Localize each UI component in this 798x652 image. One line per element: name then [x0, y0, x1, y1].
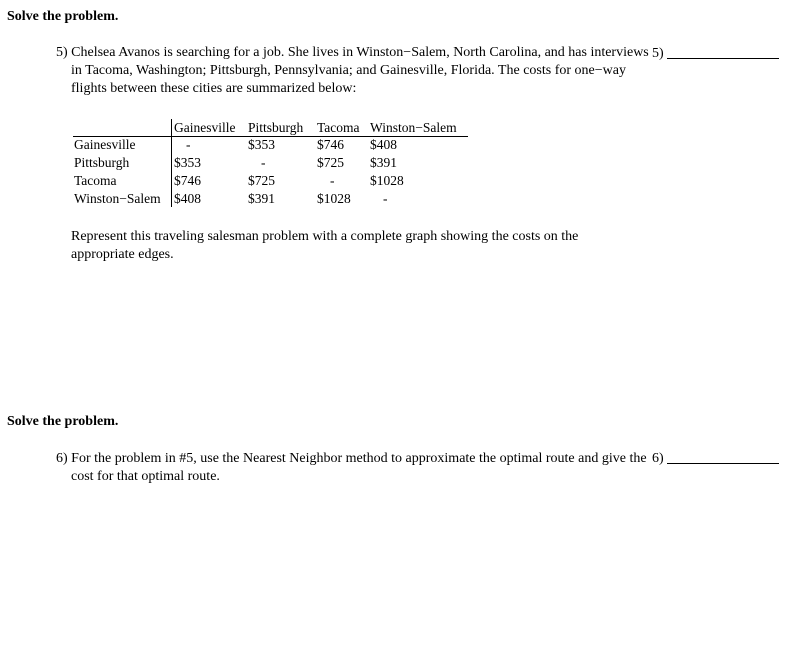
problem-6-answer-label: 6) — [652, 451, 664, 466]
row-label: Tacoma — [74, 173, 117, 188]
table-cell: $391 — [370, 155, 397, 170]
problem-5-text: 5) Chelsea Avanos is searching for a job. She lives in Winston−Salem, North Carolina, and has interviews in Tacoma, Washington; Pittsburgh, Pennsylvania; and Gainesville, Florida. The costs for one−way flights between these cities are summarized below: — [56, 45, 649, 96]
problem-5-question: Represent this traveling salesman problem with a complete graph showing the costs on the appropriate edges. — [71, 229, 579, 262]
problem-5-answer-line[interactable] — [667, 58, 779, 59]
table-cell: $725 — [248, 173, 275, 188]
column-header: Pittsburgh — [248, 120, 304, 135]
row-label: Winston−Salem — [74, 191, 161, 206]
problem-5-answer-slot — [652, 45, 664, 63]
problem-6-answer-slot — [652, 450, 664, 468]
table-cell: $353 — [174, 155, 201, 170]
section-heading-1: Solve the problem. — [7, 9, 119, 24]
table-cell: $746 — [174, 173, 201, 188]
row-label: Pittsburgh — [74, 155, 130, 170]
table-cell: - — [261, 155, 266, 170]
problem-5-answer-label: 5) — [652, 46, 664, 61]
table-cell: $408 — [174, 191, 201, 206]
table-cell: $353 — [248, 137, 275, 152]
table-cell: $1028 — [317, 191, 351, 206]
table-cell: - — [186, 137, 191, 152]
column-header: Winston−Salem — [370, 120, 457, 135]
problem-6-text: 6) For the problem in #5, use the Nearest Neighbor method to approximate the optimal route and give the cost for that optimal route. — [56, 451, 647, 484]
table-cell: $391 — [248, 191, 275, 206]
table-cell: $1028 — [370, 173, 404, 188]
column-header: Gainesville — [174, 120, 236, 135]
column-header: Tacoma — [317, 120, 360, 135]
row-label: Gainesville — [74, 137, 136, 152]
table-vertical-rule — [171, 119, 172, 207]
table-cell: $746 — [317, 137, 344, 152]
problem-6-answer-line[interactable] — [667, 463, 779, 464]
table-cell: $725 — [317, 155, 344, 170]
table-cell: - — [383, 191, 388, 206]
table-cell: - — [330, 173, 335, 188]
table-cell: $408 — [370, 137, 397, 152]
section-heading-2: Solve the problem. — [7, 414, 119, 429]
